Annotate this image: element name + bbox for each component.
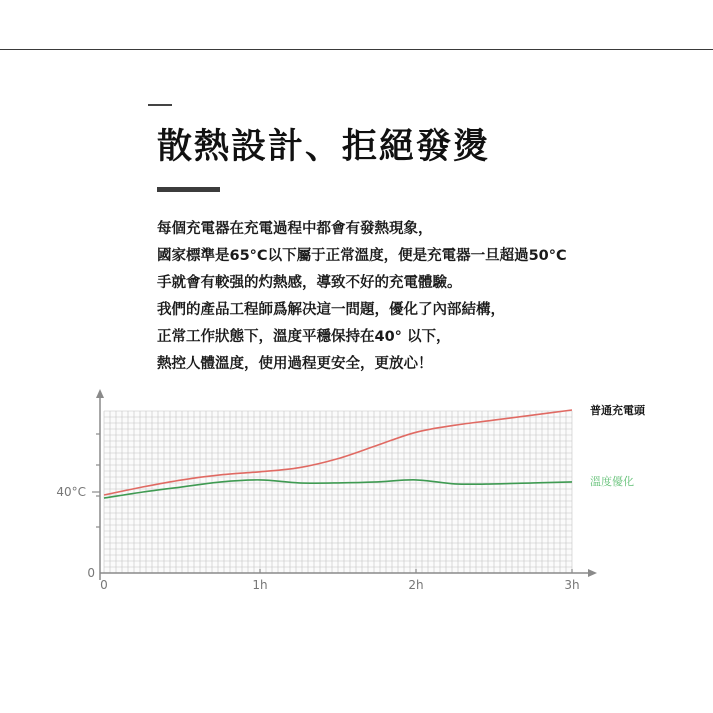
description-line: 手就會有較强的灼熱感，導致不好的充電體驗。 xyxy=(157,275,462,291)
y-tick-label: 0 xyxy=(87,566,95,580)
x-axis-arrow-icon xyxy=(588,569,597,577)
series-label-normal: 普通充電頭 xyxy=(590,403,645,417)
series-label-optimized: 溫度優化 xyxy=(590,474,634,488)
page-title: 散熱設計、拒絕發燙 xyxy=(157,127,491,167)
description-line: 每個充電器在充電過程中都會有發熱現象， xyxy=(157,221,433,237)
description-line: 正常工作狀態下，溫度平穩保持在40° 以下， xyxy=(157,329,451,345)
top-divider xyxy=(0,49,713,50)
description-line: 國家標準是65°C以下屬于正常溫度，便是充電器一旦超過50°C xyxy=(157,248,567,264)
description-line: 熱控人體溫度，使用過程更安全，更放心！ xyxy=(157,356,433,372)
x-tick-label: 1h xyxy=(252,578,268,592)
temperature-chart-svg xyxy=(0,380,713,610)
x-tick-label: 2h xyxy=(408,578,424,592)
title-accent-tick xyxy=(148,104,172,106)
description-line: 我們的產品工程師爲解决這一問題，優化了內部結構， xyxy=(157,302,505,318)
description-block xyxy=(157,216,567,378)
title-underline-bar xyxy=(157,187,220,192)
x-tick-label: 3h xyxy=(564,578,580,592)
y-axis-arrow-icon xyxy=(96,389,104,398)
y-tick-label: 40°C xyxy=(56,485,86,499)
temperature-chart xyxy=(0,380,713,610)
x-tick-label: 0 xyxy=(100,578,108,592)
